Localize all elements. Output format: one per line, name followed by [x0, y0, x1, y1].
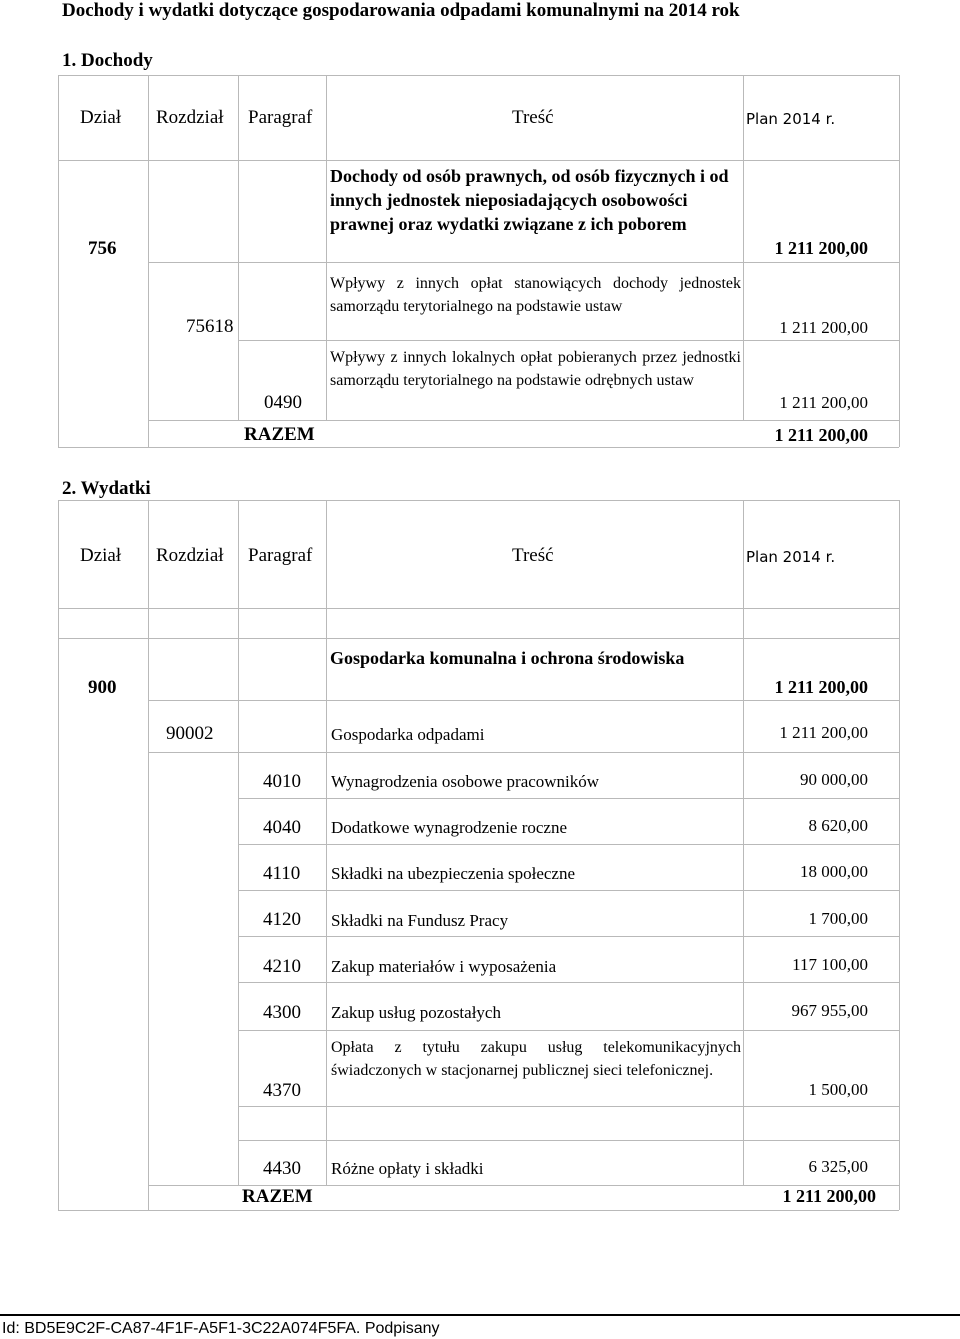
- income-header-dzial: Dział: [80, 107, 122, 128]
- expenses-rozdzial-description: Gospodarka odpadami: [331, 725, 485, 744]
- expense-item-description: Składki na Fundusz Pracy: [331, 911, 509, 930]
- income-header-plan: Plan 2014 r.: [746, 110, 836, 128]
- expense-item-code: 4040: [263, 817, 301, 838]
- expense-item-description: Zakup materiałów i wyposażenia: [331, 957, 557, 976]
- grid-line: [326, 75, 327, 420]
- expense-item-description: Opłata z tytułu zakupu usług telekomunikacyjnych świadczonych w stacjonarnej publicznej sieci telefonicznej.: [331, 1039, 741, 1079]
- grid-line: [148, 752, 899, 753]
- expenses-dzial-description: Gospodarka komunalna i ochrona środowiska: [330, 648, 685, 668]
- expenses-header-paragraf: Paragraf: [248, 545, 313, 566]
- income-total-label: RAZEM: [244, 424, 315, 445]
- grid-line: [58, 447, 899, 448]
- grid-line: [326, 500, 327, 1185]
- expense-item-code: 4370: [263, 1080, 301, 1101]
- grid-line: [58, 500, 59, 1210]
- expenses-rozdzial-code: 90002: [166, 723, 214, 744]
- footer-rule: [0, 1314, 960, 1316]
- income-total-amount: 1 211 200,00: [774, 425, 868, 445]
- expense-item-description: Zakup usług pozostałych: [331, 1003, 501, 1022]
- expense-item-code: 4120: [263, 909, 301, 930]
- grid-line: [238, 75, 239, 420]
- expenses-dzial-amount: 1 211 200,00: [774, 677, 868, 697]
- expense-item-amount: 1 500,00: [808, 1080, 868, 1099]
- expense-item-amount: 8 620,00: [808, 816, 868, 835]
- grid-line: [58, 75, 59, 447]
- grid-line: [238, 1030, 899, 1031]
- income-heading: 1. Dochody: [62, 50, 153, 71]
- grid-line: [58, 75, 899, 76]
- income-paragraf-code: 0490: [264, 392, 302, 413]
- expense-item-description: Składki na ubezpieczenia społeczne: [331, 864, 576, 883]
- expenses-header-plan: Plan 2014 r.: [746, 548, 836, 566]
- grid-line: [899, 75, 900, 447]
- grid-line: [148, 262, 899, 263]
- income-dzial-code: 756: [88, 238, 117, 259]
- income-header-paragraf: Paragraf: [248, 107, 313, 128]
- expenses-header-rozdzial: Rozdział: [156, 545, 224, 566]
- expense-item-description: Dodatkowe wynagrodzenie roczne: [331, 818, 568, 837]
- expense-item-code: 4300: [263, 1002, 301, 1023]
- income-dzial-description: Dochody od osób prawnych, od osób fizycznych i od innych jednostek nieposiadających osobowości prawnej oraz wydatki związane z ich poborem: [330, 166, 729, 234]
- grid-line: [238, 1106, 899, 1107]
- grid-line: [238, 844, 899, 845]
- grid-line: [238, 798, 899, 799]
- grid-line: [238, 890, 899, 891]
- income-rozdzial-description: Wpływy z innych opłat stanowiących dochody jednostek samorządu terytorialnego na podstawie ustaw: [330, 275, 741, 315]
- grid-line: [899, 500, 900, 1210]
- income-dzial-amount: 1 211 200,00: [774, 238, 868, 258]
- grid-line: [58, 638, 899, 639]
- expenses-total-label: RAZEM: [242, 1186, 313, 1207]
- grid-line: [58, 1210, 899, 1211]
- grid-line: [238, 1140, 899, 1141]
- grid-line: [148, 420, 899, 421]
- expenses-dzial-code: 900: [88, 677, 117, 698]
- expense-item-description: Wynagrodzenia osobowe pracowników: [331, 772, 600, 791]
- expense-item-amount: 6 325,00: [808, 1157, 868, 1176]
- income-rozdzial-amount: 1 211 200,00: [779, 318, 868, 337]
- expense-item-description: Różne opłaty i składki: [331, 1159, 484, 1178]
- document-id-footer: Id: BD5E9C2F-CA87-4F1F-A5F1-3C22A074F5FA. Podpisany: [2, 1320, 440, 1337]
- expense-item-amount: 18 000,00: [800, 862, 868, 881]
- income-paragraf-description: Wpływy z innych lokalnych opłat pobieranych przez jednostki samorządu terytorialnego na podstawie odrębnych ustaw: [330, 349, 741, 389]
- grid-line: [148, 500, 149, 1210]
- expense-item-amount: 90 000,00: [800, 770, 868, 789]
- grid-line: [238, 500, 239, 1185]
- income-header-tresc: Treść: [512, 107, 554, 128]
- expenses-heading: 2. Wydatki: [62, 478, 151, 499]
- document-title: Dochody i wydatki dotyczące gospodarowania odpadami komunalnymi na 2014 rok: [62, 0, 740, 21]
- grid-line: [148, 75, 149, 447]
- expense-item-code: 4010: [263, 771, 301, 792]
- expense-item-amount: 1 700,00: [808, 909, 868, 928]
- income-header-rozdzial: Rozdział: [156, 107, 224, 128]
- income-paragraf-amount: 1 211 200,00: [779, 393, 868, 412]
- grid-line: [238, 936, 899, 937]
- grid-line: [238, 982, 899, 983]
- expenses-rozdzial-amount: 1 211 200,00: [779, 723, 868, 742]
- expenses-header-tresc: Treść: [512, 545, 554, 566]
- expense-item-amount: 967 955,00: [791, 1001, 868, 1020]
- expense-item-amount: 117 100,00: [792, 955, 868, 974]
- grid-line: [58, 608, 899, 609]
- expense-item-code: 4110: [263, 863, 301, 884]
- expenses-header-dzial: Dział: [80, 545, 122, 566]
- expense-item-code: 4210: [263, 956, 301, 977]
- expenses-total-amount: 1 211 200,00: [782, 1186, 876, 1206]
- grid-line: [148, 700, 899, 701]
- grid-line: [238, 340, 899, 341]
- grid-line: [58, 500, 899, 501]
- grid-line: [58, 160, 899, 161]
- expense-item-code: 4430: [263, 1158, 301, 1179]
- income-rozdzial-code: 75618: [186, 316, 234, 337]
